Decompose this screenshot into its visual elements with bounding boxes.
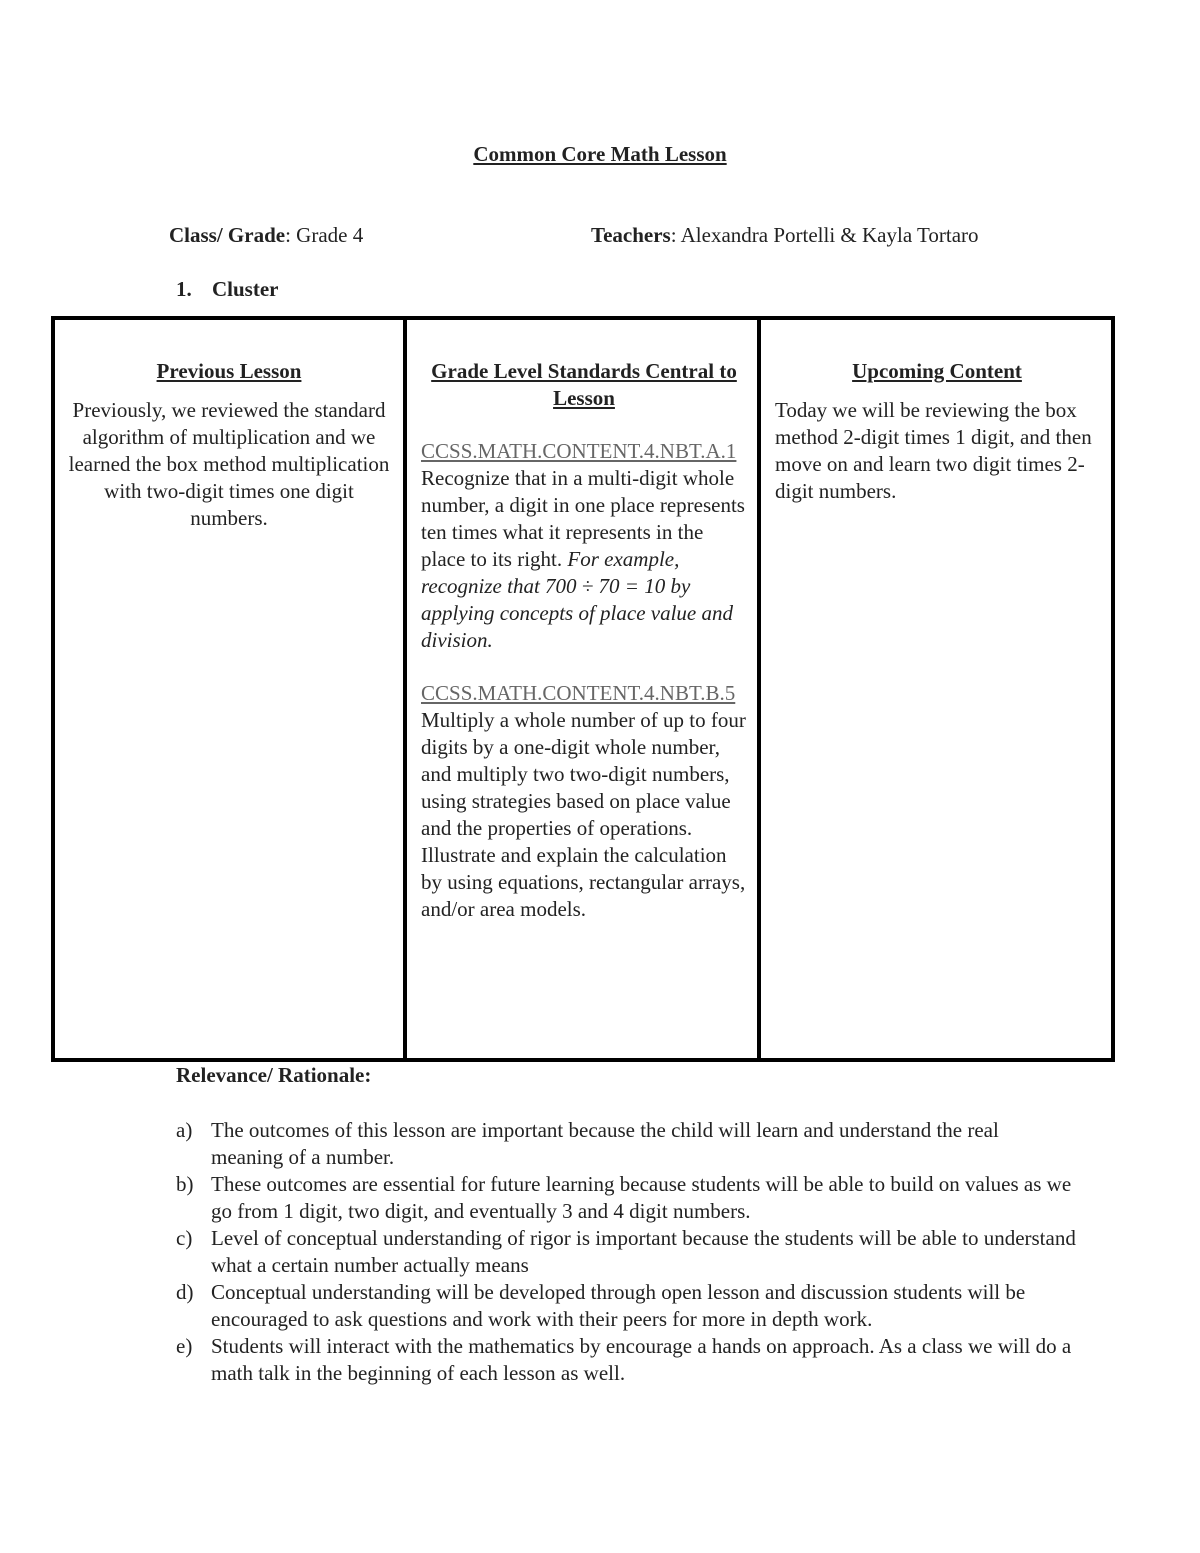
previous-lesson-text: Previously, we reviewed the standard algorithm of multiplication and we learned the box method multiplication with two-digit times one digit numbers. [68, 398, 390, 530]
list-item [176, 1117, 1076, 1171]
list-item-label: c) [176, 1226, 193, 1250]
class-grade-value: : Grade 4 [285, 223, 364, 247]
standards-heading: Grade Level Standards Central to Lesson [431, 359, 737, 410]
list-item-text: Level of conceptual understanding of rigor is important because the students will be able to understand what a certain number actually means [211, 1226, 1076, 1277]
standards-cell [407, 320, 761, 1058]
list-item [176, 1171, 1076, 1225]
standard-description: Recognize that in a multi-digit whole number, a digit in one place represents ten times what it represents in the place to its right. For example, recognize that 700 ÷ 70 = 10 by applying concepts of place value and division. [421, 466, 745, 652]
relevance-list [176, 1117, 1076, 1387]
previous-lesson-heading: Previous Lesson [156, 359, 302, 383]
teachers-line [591, 223, 979, 248]
class-grade-label: Class/ Grade [169, 223, 286, 247]
cluster-heading [176, 277, 279, 302]
upcoming-content-heading: Upcoming Content [852, 359, 1022, 383]
list-item-label: b) [176, 1172, 194, 1196]
cluster-number: 1. [176, 277, 192, 301]
list-item-label: d) [176, 1280, 194, 1304]
teachers-value: : Alexandra Portelli & Kayla Tortaro [670, 223, 979, 247]
list-item-label: a) [176, 1118, 193, 1142]
standard-example: For example, recognize that 700 ÷ 70 = 10 by applying concepts of place value and division. [421, 547, 733, 652]
list-item-text: Students will interact with the mathematics by encourage a hands on approach. As a class we will do a math talk in the beginning of each lesson as well. [211, 1334, 1072, 1385]
list-item-label: e) [176, 1334, 193, 1358]
upcoming-content-cell [761, 320, 1111, 1058]
cluster-title: Cluster [212, 277, 279, 301]
standard-code-link[interactable]: CCSS.MATH.CONTENT.4.NBT.A.1 [421, 439, 737, 463]
list-item-text: The outcomes of this lesson are important because the child will learn and understand the real meaning of a number. [211, 1118, 999, 1169]
list-item-text: These outcomes are essential for future learning because students will be able to build on values as we go from 1 digit, two digit, and eventually 3 and 4 digit numbers. [211, 1172, 1072, 1223]
teachers-label: Teachers [591, 223, 671, 247]
list-item [176, 1333, 1076, 1387]
upcoming-content-text: Today we will be reviewing the box method 2-digit times 1 digit, and then move on and learn two digit times 2-digit numbers. [775, 398, 1092, 503]
standard-description: Multiply a whole number of up to four digits by a one-digit whole number, and multiply two two-digit numbers, using strategies based on place value and the properties of operations. Illustrate and explain the calculation by using equations, rectangular arrays, and/or area models. [421, 708, 746, 921]
cluster-table [51, 316, 1115, 1062]
standard-code-link[interactable]: CCSS.MATH.CONTENT.4.NBT.B.5 [421, 681, 736, 705]
list-item [176, 1225, 1076, 1279]
relevance-heading: Relevance/ Rationale: [176, 1063, 372, 1087]
list-item-text: Conceptual understanding will be developed through open lesson and discussion students will be encouraged to ask questions and work with their peers for more in depth work. [211, 1280, 1026, 1331]
previous-lesson-cell [55, 320, 407, 1058]
list-item [176, 1279, 1076, 1333]
document-title: Common Core Math Lesson [473, 142, 727, 166]
class-grade-line [169, 223, 363, 248]
